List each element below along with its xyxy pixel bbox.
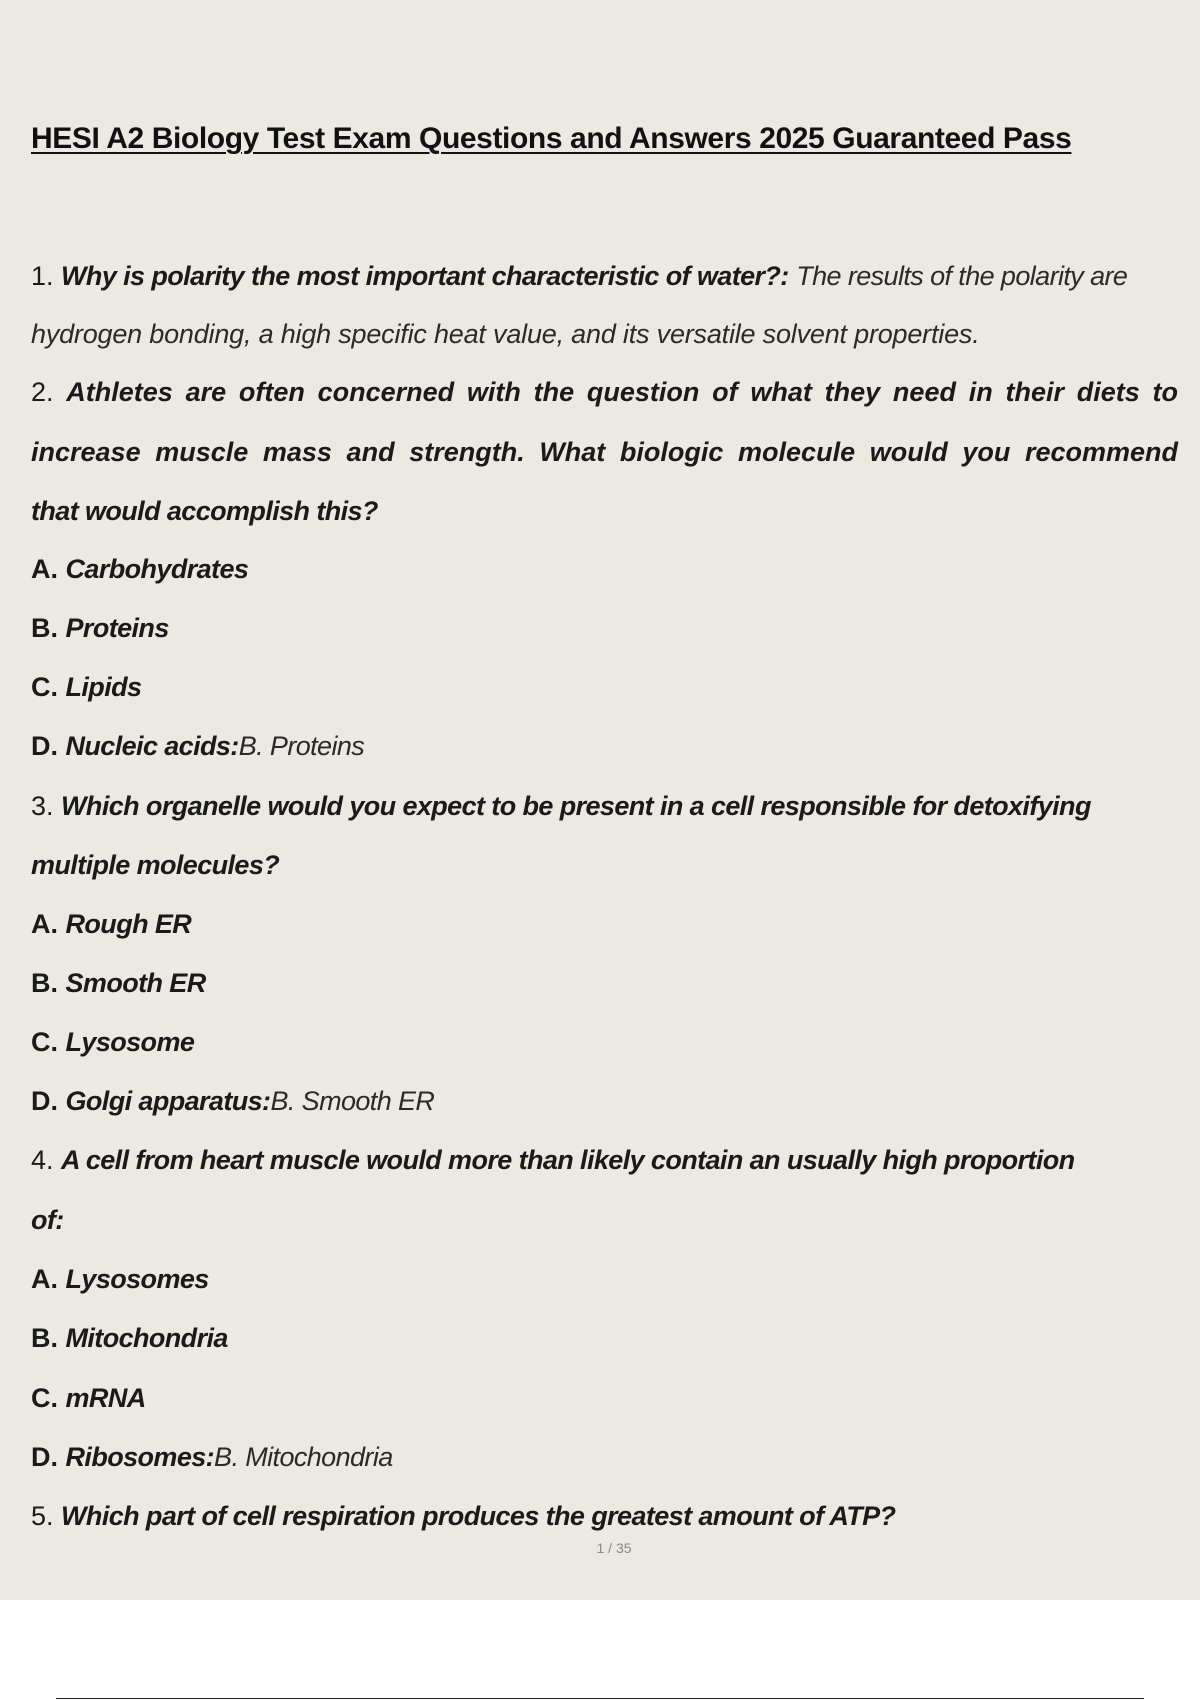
page-indicator: 1 / 35 bbox=[596, 1540, 632, 1556]
option-letter: D. bbox=[31, 1086, 58, 1116]
option-letter: C. bbox=[31, 1027, 58, 1057]
option-text: Carbohydrates bbox=[65, 554, 249, 584]
q1-line2 bbox=[31, 314, 980, 354]
q4-option-a bbox=[31, 1259, 209, 1299]
q2-line2 bbox=[31, 432, 1178, 472]
q4-answer: B. Mitochondria bbox=[214, 1442, 393, 1472]
q1-question: Why is polarity the most important characteristic of water?: bbox=[61, 261, 789, 291]
q3-option-a bbox=[31, 904, 191, 944]
q3-number: 3. bbox=[31, 791, 54, 821]
q3-question-line2: multiple molecules? bbox=[31, 850, 280, 880]
option-letter: C. bbox=[31, 1383, 58, 1413]
option-text: Lysosome bbox=[65, 1027, 195, 1057]
q2-question-line1: Athletes are often concerned with the question of what they need in their diets to bbox=[66, 377, 1178, 407]
q1-answer-part1: The results of the polarity are bbox=[796, 261, 1128, 291]
option-text: Golgi apparatus: bbox=[65, 1086, 271, 1116]
option-text: Proteins bbox=[65, 613, 169, 643]
option-letter: B. bbox=[31, 968, 58, 998]
option-text: Ribosomes: bbox=[65, 1442, 215, 1472]
q2-option-c bbox=[31, 667, 141, 707]
q4-number: 4. bbox=[31, 1145, 54, 1175]
q2-line1 bbox=[31, 372, 1178, 412]
q5-question: Which part of cell respiration produces the greatest amount of ATP? bbox=[61, 1501, 896, 1531]
q2-answer: B. Proteins bbox=[238, 731, 365, 761]
option-letter: B. bbox=[31, 613, 58, 643]
option-text: Nucleic acids: bbox=[65, 731, 239, 761]
q5-line1 bbox=[31, 1496, 895, 1536]
option-letter: A. bbox=[31, 1264, 58, 1294]
q2-option-a bbox=[31, 549, 248, 589]
q1-line1 bbox=[31, 256, 1127, 296]
q1-number: 1. bbox=[31, 261, 54, 291]
option-text: Lipids bbox=[65, 672, 142, 702]
q4-option-c bbox=[31, 1378, 146, 1418]
document-title: HESI A2 Biology Test Exam Questions and Answers 2025 Guaranteed Pass bbox=[31, 122, 1072, 155]
q2-number: 2. bbox=[31, 377, 54, 407]
option-letter: D. bbox=[31, 731, 58, 761]
option-text: Rough ER bbox=[65, 909, 192, 939]
q4-question-line1: A cell from heart muscle would more than likely contain an usually high proportion bbox=[61, 1145, 1075, 1175]
q3-option-c bbox=[31, 1022, 194, 1062]
option-text: Lysosomes bbox=[65, 1264, 209, 1294]
q4-question-line2: of: bbox=[31, 1205, 64, 1235]
q2-line3 bbox=[31, 491, 378, 531]
option-letter: A. bbox=[31, 554, 58, 584]
q3-option-b bbox=[31, 963, 206, 1003]
q4-option-d bbox=[31, 1437, 393, 1477]
q3-answer: B. Smooth ER bbox=[270, 1086, 435, 1116]
q2-option-d bbox=[31, 726, 364, 766]
q4-line1 bbox=[31, 1140, 1075, 1180]
q3-option-d bbox=[31, 1081, 434, 1121]
option-letter: D. bbox=[31, 1442, 58, 1472]
q2-question-line2: increase muscle mass and strength. What biologic molecule would you recommend bbox=[31, 437, 1178, 467]
option-text: Mitochondria bbox=[65, 1323, 228, 1353]
q3-line1 bbox=[31, 786, 1091, 826]
option-text: mRNA bbox=[65, 1383, 146, 1413]
q2-option-b bbox=[31, 608, 169, 648]
next-page-divider bbox=[56, 1698, 1144, 1699]
option-letter: A. bbox=[31, 909, 58, 939]
q1-answer-part2: hydrogen bonding, a high specific heat value, and its versatile solvent properties. bbox=[31, 319, 980, 349]
q4-line2 bbox=[31, 1200, 64, 1240]
q3-question-line1: Which organelle would you expect to be present in a cell responsible for detoxifying bbox=[61, 791, 1091, 821]
q5-number: 5. bbox=[31, 1501, 54, 1531]
q4-option-b bbox=[31, 1318, 228, 1358]
q2-question-line3: that would accomplish this? bbox=[31, 496, 378, 526]
option-text: Smooth ER bbox=[65, 968, 206, 998]
option-letter: B. bbox=[31, 1323, 58, 1353]
q3-line2 bbox=[31, 845, 279, 885]
option-letter: C. bbox=[31, 672, 58, 702]
